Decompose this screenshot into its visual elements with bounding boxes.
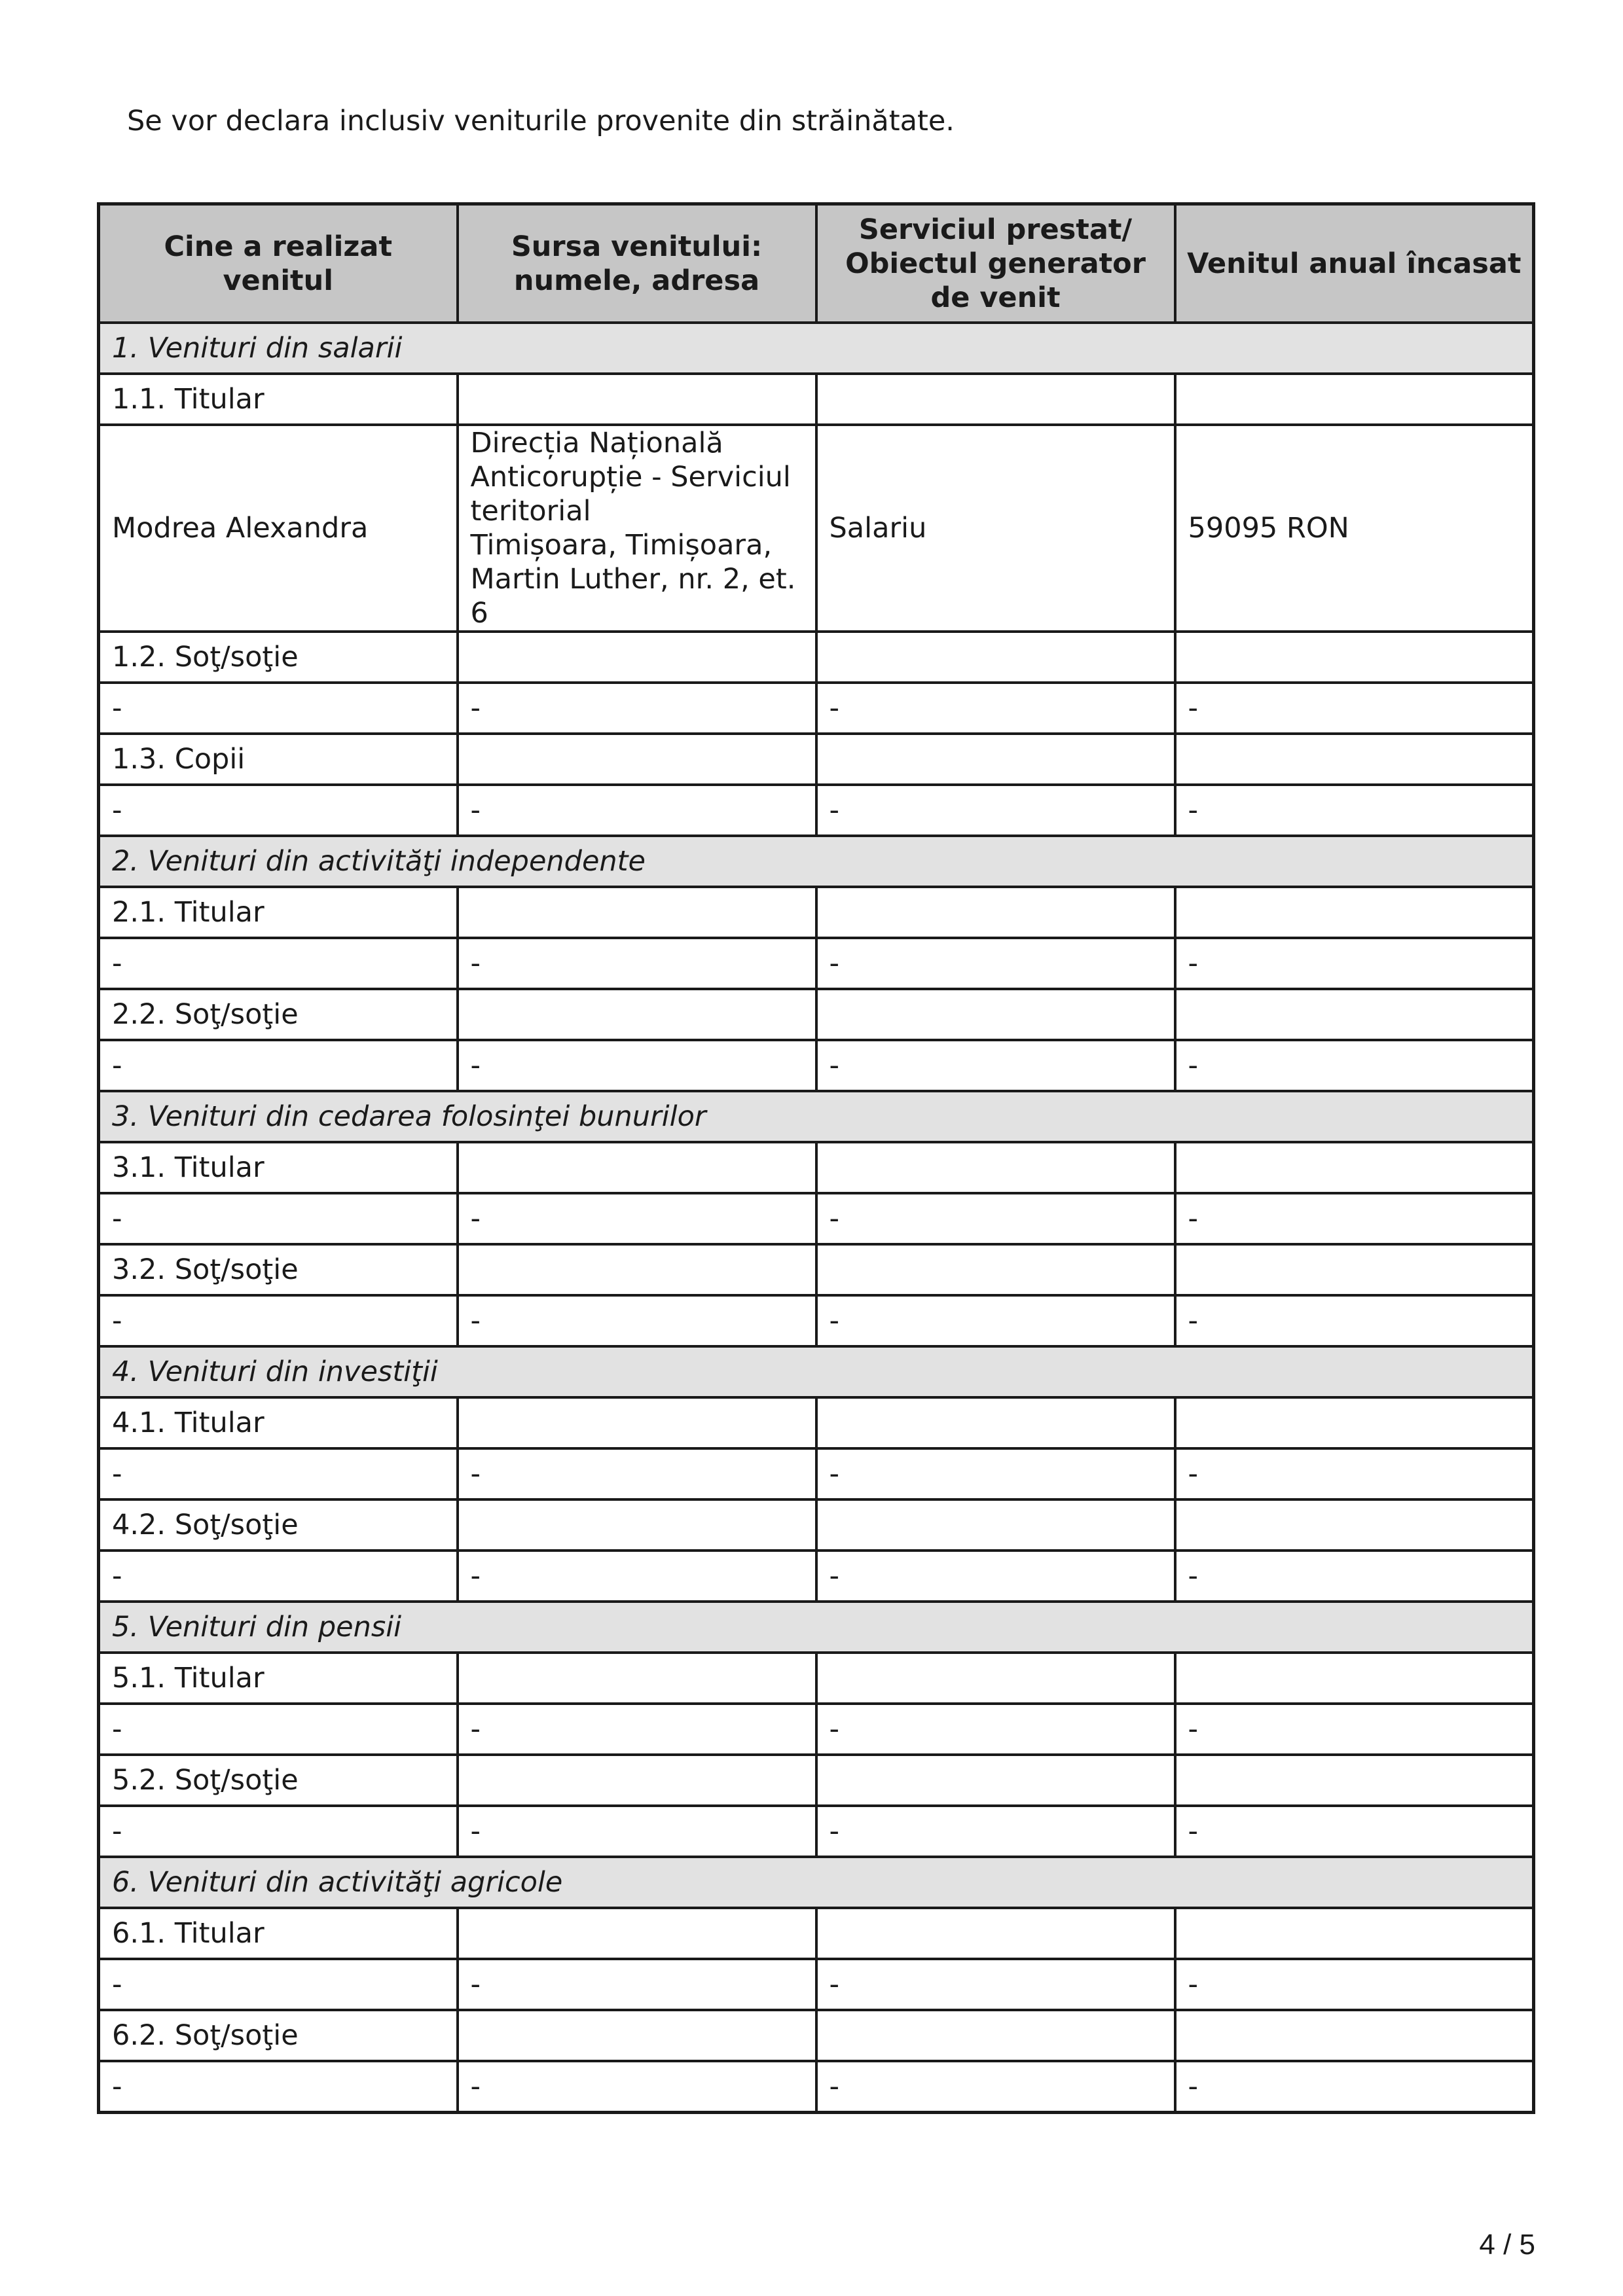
- cell-service: -: [816, 1295, 1175, 1346]
- cell-amount: [1175, 632, 1534, 683]
- cell-who: -: [99, 683, 458, 734]
- cell-amount: [1175, 1653, 1534, 1704]
- cell-service: [816, 1397, 1175, 1448]
- cell-source: -: [458, 683, 816, 734]
- cell-amount: -: [1175, 2061, 1534, 2113]
- cell-amount: [1175, 1908, 1534, 1959]
- table-row: [99, 1551, 1534, 1602]
- table-row: [99, 1959, 1534, 2010]
- cell-source: -: [458, 1806, 816, 1857]
- cell-who: 1.3. Copii: [99, 734, 458, 785]
- table-row: [99, 374, 1534, 425]
- table-row: [99, 2010, 1534, 2061]
- cell-service: [816, 1653, 1175, 1704]
- table-row: [99, 887, 1534, 938]
- cell-service: -: [816, 1448, 1175, 1499]
- table-row: [99, 1448, 1534, 1499]
- cell-amount: -: [1175, 1448, 1534, 1499]
- table-row: [99, 1653, 1534, 1704]
- intro-text: Se vor declara inclusiv veniturile provenite din străinătate.: [127, 105, 955, 137]
- table-row: [99, 1908, 1534, 1959]
- table-body: [99, 323, 1534, 2113]
- cell-who: 1.1. Titular: [99, 374, 458, 425]
- cell-who: 6.2. Soţ/soţie: [99, 2010, 458, 2061]
- cell-service: -: [816, 1704, 1175, 1755]
- cell-who: 5.1. Titular: [99, 1653, 458, 1704]
- table-row: [99, 1806, 1534, 1857]
- cell-service: -: [816, 1959, 1175, 2010]
- section-title: 4. Venituri din investiţii: [99, 1346, 1534, 1397]
- table-row: [99, 1244, 1534, 1295]
- cell-who: 2.2. Soţ/soţie: [99, 989, 458, 1040]
- cell-source: -: [458, 785, 816, 836]
- cell-who: 3.1. Titular: [99, 1142, 458, 1193]
- cell-amount: [1175, 734, 1534, 785]
- section-row: [99, 1857, 1534, 1908]
- table-row: [99, 734, 1534, 785]
- cell-who: -: [99, 1448, 458, 1499]
- cell-who: -: [99, 785, 458, 836]
- table-row: [99, 1704, 1534, 1755]
- section-title: 2. Venituri din activităţi independente: [99, 836, 1534, 887]
- cell-amount: 59095 RON: [1175, 425, 1534, 632]
- cell-amount: [1175, 1755, 1534, 1806]
- cell-source: [458, 1908, 816, 1959]
- table-row: [99, 425, 1534, 632]
- cell-source: -: [458, 1959, 816, 2010]
- cell-service: [816, 734, 1175, 785]
- cell-service: -: [816, 2061, 1175, 2113]
- cell-who: -: [99, 1704, 458, 1755]
- cell-amount: [1175, 1142, 1534, 1193]
- income-table: [97, 202, 1535, 2114]
- table-row: [99, 2061, 1534, 2113]
- cell-amount: [1175, 1244, 1534, 1295]
- cell-service: -: [816, 785, 1175, 836]
- cell-service: -: [816, 938, 1175, 989]
- cell-amount: -: [1175, 938, 1534, 989]
- header-service: Serviciul prestat/ Obiectul generator de venit: [816, 204, 1175, 323]
- cell-source: [458, 1499, 816, 1551]
- cell-service: [816, 2010, 1175, 2061]
- cell-who: -: [99, 938, 458, 989]
- header-who: Cine a realizat venitul: [99, 204, 458, 323]
- cell-amount: -: [1175, 683, 1534, 734]
- source-line: Timișoara, Timișoara,: [470, 529, 773, 562]
- cell-service: Salariu: [816, 425, 1175, 632]
- cell-service: [816, 989, 1175, 1040]
- section-row: [99, 323, 1534, 374]
- cell-who: 5.2. Soţ/soţie: [99, 1755, 458, 1806]
- cell-amount: -: [1175, 1704, 1534, 1755]
- cell-service: -: [816, 1193, 1175, 1244]
- page-number: 4 / 5: [1479, 2229, 1535, 2261]
- cell-who: 2.1. Titular: [99, 887, 458, 938]
- cell-who: 1.2. Soţ/soţie: [99, 632, 458, 683]
- table-header-row: [99, 204, 1534, 323]
- cell-source: -: [458, 1040, 816, 1091]
- cell-source: [458, 1653, 816, 1704]
- cell-service: [816, 374, 1175, 425]
- cell-source: -: [458, 2061, 816, 2113]
- cell-who: -: [99, 1193, 458, 1244]
- table-row: [99, 1755, 1534, 1806]
- cell-who: 3.2. Soţ/soţie: [99, 1244, 458, 1295]
- cell-source: -: [458, 938, 816, 989]
- cell-service: -: [816, 1806, 1175, 1857]
- cell-amount: -: [1175, 1959, 1534, 2010]
- cell-amount: [1175, 2010, 1534, 2061]
- section-title: 3. Venituri din cedarea folosinţei bunurilor: [99, 1091, 1534, 1142]
- cell-who: -: [99, 1959, 458, 2010]
- cell-source: -: [458, 1193, 816, 1244]
- header-source: Sursa venitului: numele, adresa: [458, 204, 816, 323]
- cell-source: -: [458, 1551, 816, 1602]
- cell-source: [458, 425, 816, 632]
- cell-source: [458, 734, 816, 785]
- source-line: teritorial: [470, 495, 591, 528]
- cell-service: -: [816, 1551, 1175, 1602]
- cell-service: [816, 1755, 1175, 1806]
- cell-service: [816, 1499, 1175, 1551]
- section-row: [99, 1602, 1534, 1653]
- cell-service: [816, 887, 1175, 938]
- section-row: [99, 836, 1534, 887]
- cell-service: -: [816, 1040, 1175, 1091]
- table-row: [99, 632, 1534, 683]
- section-title: 5. Venituri din pensii: [99, 1602, 1534, 1653]
- cell-source: [458, 1142, 816, 1193]
- cell-who: Modrea Alexandra: [99, 425, 458, 632]
- cell-who: -: [99, 1806, 458, 1857]
- table-row: [99, 1295, 1534, 1346]
- cell-source: [458, 632, 816, 683]
- cell-source: [458, 1397, 816, 1448]
- cell-source: -: [458, 1295, 816, 1346]
- cell-source: -: [458, 1704, 816, 1755]
- table-row: [99, 1040, 1534, 1091]
- cell-source: [458, 989, 816, 1040]
- cell-who: -: [99, 2061, 458, 2113]
- source-line: Martin Luther, nr. 2, et. 6: [470, 563, 796, 630]
- cell-source: [458, 2010, 816, 2061]
- cell-service: [816, 632, 1175, 683]
- cell-amount: -: [1175, 1193, 1534, 1244]
- table-row: [99, 1193, 1534, 1244]
- cell-who: -: [99, 1551, 458, 1602]
- cell-amount: -: [1175, 1806, 1534, 1857]
- cell-amount: -: [1175, 785, 1534, 836]
- table-row: [99, 938, 1534, 989]
- cell-who: 4.2. Soţ/soţie: [99, 1499, 458, 1551]
- cell-amount: [1175, 887, 1534, 938]
- cell-who: -: [99, 1295, 458, 1346]
- cell-amount: [1175, 989, 1534, 1040]
- source-line: Direcția Națională: [470, 427, 723, 459]
- section-title: 6. Venituri din activităţi agricole: [99, 1857, 1534, 1908]
- cell-amount: [1175, 374, 1534, 425]
- section-row: [99, 1091, 1534, 1142]
- source-line: Anticorupție - Serviciul: [470, 461, 791, 493]
- cell-amount: -: [1175, 1551, 1534, 1602]
- cell-amount: [1175, 1397, 1534, 1448]
- cell-service: -: [816, 683, 1175, 734]
- cell-amount: -: [1175, 1295, 1534, 1346]
- cell-service: [816, 1142, 1175, 1193]
- table-row: [99, 989, 1534, 1040]
- table-row: [99, 1142, 1534, 1193]
- cell-source: -: [458, 1448, 816, 1499]
- table-row: [99, 1397, 1534, 1448]
- cell-source: [458, 1755, 816, 1806]
- table-row: [99, 683, 1534, 734]
- cell-source: [458, 374, 816, 425]
- cell-amount: [1175, 1499, 1534, 1551]
- cell-amount: -: [1175, 1040, 1534, 1091]
- cell-source: [458, 887, 816, 938]
- cell-service: [816, 1908, 1175, 1959]
- cell-who: 6.1. Titular: [99, 1908, 458, 1959]
- table-row: [99, 785, 1534, 836]
- cell-who: -: [99, 1040, 458, 1091]
- cell-who: 4.1. Titular: [99, 1397, 458, 1448]
- header-amount: Venitul anual încasat: [1175, 204, 1534, 323]
- cell-service: [816, 1244, 1175, 1295]
- table-row: [99, 1499, 1534, 1551]
- section-row: [99, 1346, 1534, 1397]
- cell-source: [458, 1244, 816, 1295]
- section-title: 1. Venituri din salarii: [99, 323, 1534, 374]
